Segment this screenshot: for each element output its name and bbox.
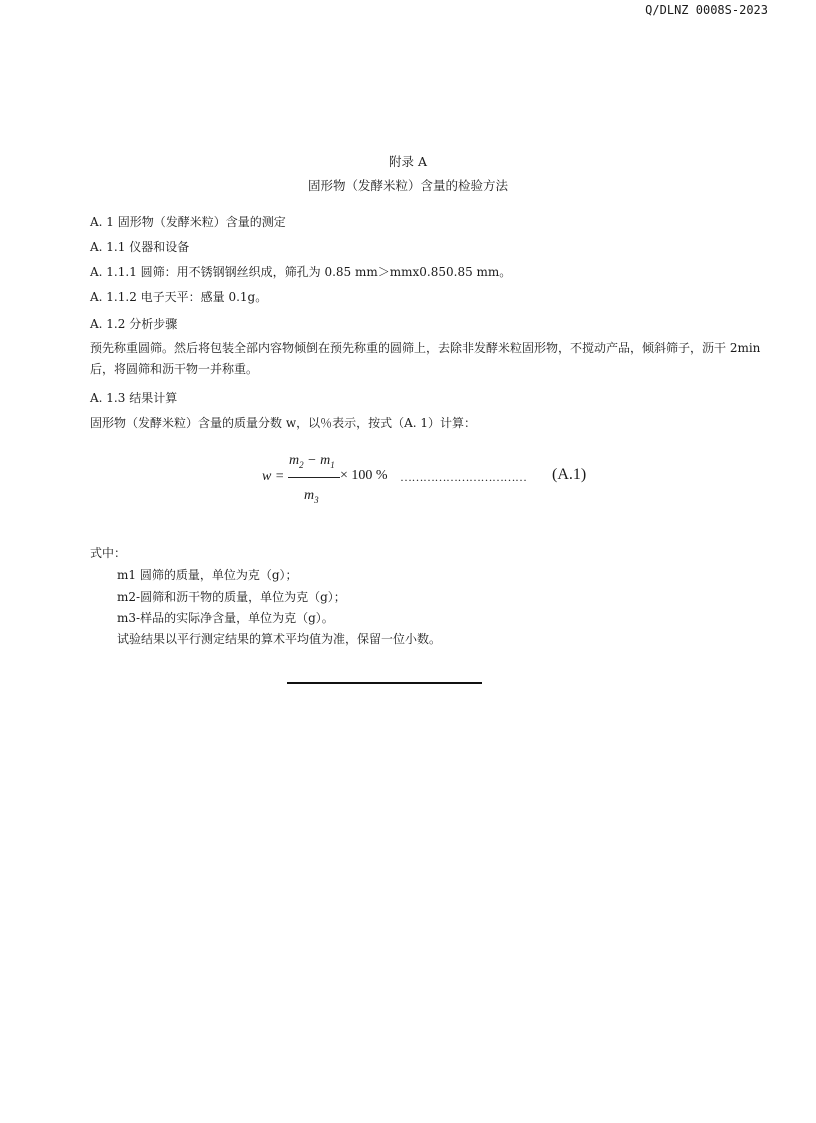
formula-number: (A.1) [552, 466, 587, 483]
section-a111-text: A. 1.1.1 圆筛：用不锈钢钢丝织成，筛孔为 0.85 mm＞mmx0.850.85 mm。 [90, 265, 512, 279]
where-label: 式中： [90, 546, 127, 560]
formula-lhs: w = [262, 469, 285, 484]
formula-a1 [262, 452, 622, 516]
section-a11-heading: A. 1.1 仪器和设备 [90, 240, 190, 254]
formula-denominator: $m_3$ [304, 488, 319, 505]
appendix-label: 附录 A [388, 154, 427, 169]
where-item-m1: m1 圆筛的质量，单位为克（g）； [117, 568, 298, 582]
formula-multiplier: × 100 % [340, 468, 388, 483]
section-a12-body: 预先称重圆筛。然后将包装全部内容物倾倒在预先称重的圆筛上，去除非发酵米粒固形物，不搅动产品，倾斜筛子，沥干 2min 后，将圆筛和沥干物一并称重。 [90, 341, 761, 376]
where-item-m2: m2-圆筛和沥干物的质量，单位为克（g）； [117, 590, 346, 604]
section-a1-heading: A. 1 固形物（发酵米粒）含量的测定 [90, 215, 286, 229]
appendix-title: 固形物（发酵米粒）含量的检验方法 [307, 178, 508, 193]
section-a13-body: 固形物（发酵米粒）含量的质量分数 w，以％表示，按式（A. 1）计算： [90, 416, 477, 430]
section-a12-heading: A. 1.2 分析步骤 [90, 317, 178, 331]
fraction-bar [288, 477, 340, 478]
formula-leader-dots: …………………………… [400, 470, 527, 484]
section-a13-heading: A. 1.3 结果计算 [90, 391, 178, 405]
where-item-m3: m3-样品的实际净含量，单位为克（g）。 [117, 611, 334, 625]
result-note: 试验结果以平行测定结果的算术平均值为准，保留一位小数。 [117, 632, 442, 646]
document-code: Q/DLNZ 0008S-2023 [645, 3, 768, 17]
section-a112-text: A. 1.1.2 电子天平：感量 0.1g。 [90, 290, 268, 304]
end-rule [287, 682, 482, 684]
formula-numerator: $m_2 - m_1$ [289, 453, 335, 470]
